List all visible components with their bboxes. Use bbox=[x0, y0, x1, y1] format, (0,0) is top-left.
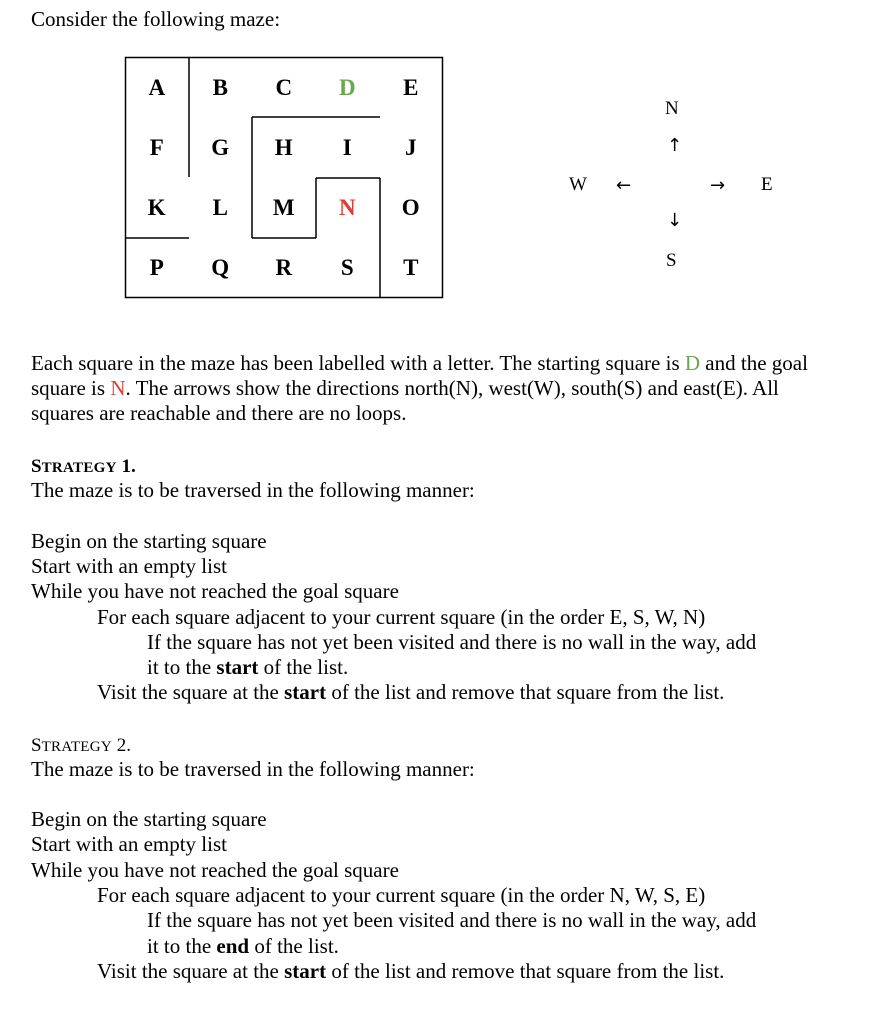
maze-cell-r: R bbox=[275, 255, 293, 280]
strategy-1-step: Visit the square at the start of the list and remove that square from the list. bbox=[97, 680, 725, 704]
strategy-2-step: For each square adjacent to your current square (in the order N, W, S, E) bbox=[97, 883, 706, 907]
maze-cell-f: F bbox=[149, 135, 164, 160]
maze-cell-s: S bbox=[340, 255, 354, 280]
compass-north-label: N bbox=[665, 98, 679, 119]
strategy-2-step: Start with an empty list bbox=[31, 832, 227, 856]
maze-cell-l: L bbox=[212, 195, 228, 220]
maze-cell-e: E bbox=[403, 75, 419, 100]
strategy-2-step: Visit the square at the start of the list and remove that square from the list. bbox=[97, 959, 725, 983]
strategy-2-step: Begin on the starting square bbox=[31, 807, 267, 831]
arrow-east-icon: → bbox=[710, 175, 726, 196]
arrow-south-icon: ↓ bbox=[667, 210, 683, 231]
strategy-1-heading: STRATEGY 1. bbox=[31, 456, 136, 477]
strategy-1-intro: The maze is to be traversed in the following manner: bbox=[31, 478, 475, 502]
strategy-1-step: Start with an empty list bbox=[31, 554, 227, 578]
maze-cell-a: A bbox=[148, 75, 166, 100]
start-square-label: D bbox=[684, 351, 701, 375]
arrow-north-icon: ↑ bbox=[667, 135, 683, 156]
maze-cell-t: T bbox=[403, 255, 419, 280]
strategy-1-step: If the square has not yet been visited and there is no wall in the way, add bbox=[147, 630, 757, 654]
maze-cell-c: C bbox=[275, 75, 293, 100]
strategy-1-step: For each square adjacent to your current square (in the order E, S, W, N) bbox=[97, 605, 706, 629]
goal-square-label: N bbox=[110, 376, 126, 400]
maze-cell-k: K bbox=[147, 195, 166, 220]
strategy-1-step: Begin on the starting square bbox=[31, 529, 267, 553]
maze-cell-q: Q bbox=[211, 255, 230, 280]
maze-cell-d: D bbox=[338, 75, 356, 100]
maze-cell-i: I bbox=[342, 135, 352, 160]
compass-east-label: E bbox=[761, 174, 773, 195]
intro-text: Consider the following maze: bbox=[31, 7, 281, 31]
strategy-2-step: it to the end of the list. bbox=[147, 934, 339, 958]
compass-west-label: W bbox=[569, 174, 587, 195]
strategy-1-step: it to the start of the list. bbox=[147, 655, 349, 679]
maze-diagram bbox=[0, 0, 888, 320]
maze-cell-n: N bbox=[338, 195, 356, 220]
compass-south-label: S bbox=[666, 250, 677, 271]
maze-cell-b: B bbox=[212, 75, 228, 100]
strategy-2-heading: STRATEGY 2. bbox=[31, 735, 132, 756]
maze-description: Each square in the maze has been labelled with a letter. The starting square is D and the goal square is N. The arrows show the directions north(N), west(W), south(S) and east(E). All squares are reachable and there are no loops. bbox=[31, 351, 808, 425]
strategy-2-step: If the square has not yet been visited and there is no wall in the way, add bbox=[147, 908, 757, 932]
maze-cell-g: G bbox=[211, 135, 230, 160]
maze-cell-m: M bbox=[272, 195, 295, 220]
strategy-1-step: While you have not reached the goal square bbox=[31, 579, 399, 603]
maze-cell-o: O bbox=[401, 195, 420, 220]
strategy-2-step: While you have not reached the goal square bbox=[31, 858, 399, 882]
maze-cell-h: H bbox=[274, 135, 293, 160]
maze-cell-j: J bbox=[405, 135, 417, 160]
strategy-2-intro: The maze is to be traversed in the following manner: bbox=[31, 757, 475, 781]
maze-cell-p: P bbox=[149, 255, 164, 280]
arrow-west-icon: ← bbox=[616, 175, 632, 196]
